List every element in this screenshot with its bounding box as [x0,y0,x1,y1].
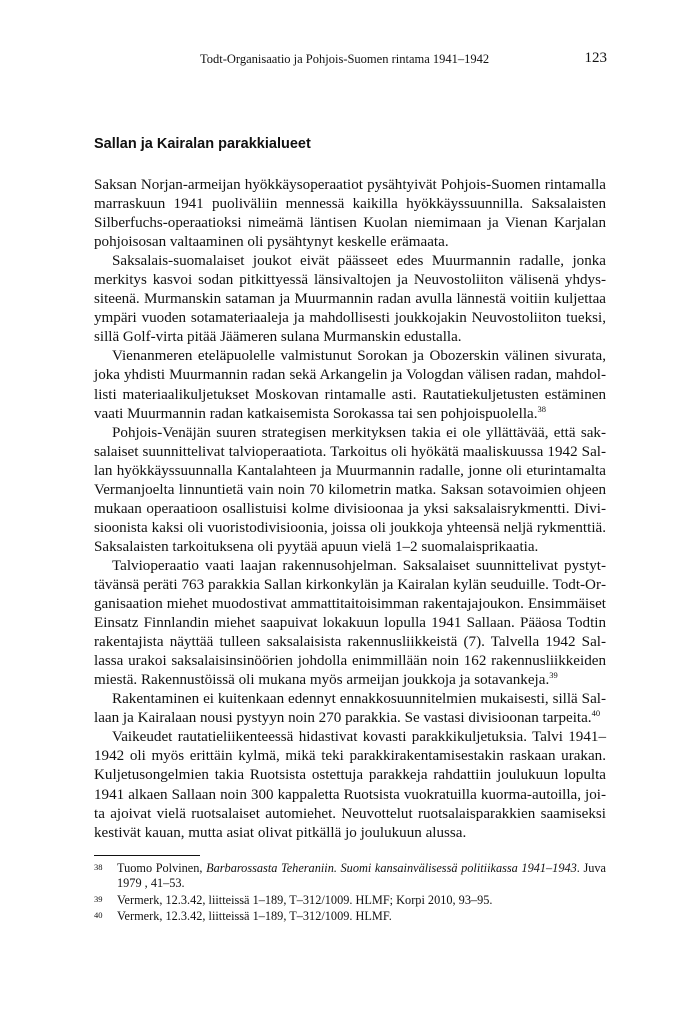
footnote-number: 40 [94,909,103,920]
footnote [94,909,606,924]
footnote-number: 39 [94,893,103,904]
footnote-ref[interactable]: 40 [591,708,601,719]
running-title: Todt-Organisaatio ja Pohjois-Suomen rintama 1941–1942 [200,52,490,66]
paragraph: Saksan Norjan-armeijan hyökkäysoperaatiot pysähtyivät Pohjois-Suomen rintamalla marraskuun 1941 puoliväliin mennessä kaikilla hyökkäyssuunnilla. Saksalaisten Silberfuchs-operaatioksi nimeämä läntisen Kuolan niemimaan ja Vienan Karjalan pohjoisosan valtaaminen oli pysähtynyt keskelle erämaata. [94,177,606,251]
footnote-text: Vermerk, 12.3.42, liitteissä 1–189, T–312/1009. HLMF; Korpi 2010, 93–95. [117,892,493,907]
paragraph: Vienanmeren eteläpuolelle valmistunut Sorokan ja Obozerskin välinen sivurata, joka yhdisti Muurmannin radan sekä Arkangelin ja Vologdan välisen radan, mahdollisti materiaalikuljetukset Moskovan rintamalle asti. Rautatiekuljetusten estäminen vaati Muurmannin radan katkaisemista Sorokassa tai sen pohjoispuolella.$^{38}$ [94,348,606,422]
footnote [94,893,606,908]
paragraph: Talvioperaatio vaati laajan rakennusohjelman. Saksalaiset suunnittelivat pystyttävänsä peräti 763 parakkia Sallan kirkonkylän ja Kairalan kylän seuduille. Todt-Organisaation miehet muodostivat ammattitaitoisimman rakentajajoukon. Ensimmäiset Einsatz Finnlandin miehet saapuivat lokakuun lopulla 1941 Sallaan. Pääosa Todtin rakentajista näyttää tulleen saksalaisista rakennusliikkeistä (7). Talvella 1942 Sallassa urakoi saksalaisinsinöörien johdolla enimmillään noin 162 rakennusliikkeiden miestä. Rakennustöissä oli mukana myös armeijan joukkoja ja sotavankeja.$^{39}$ [94,557,606,689]
footnote [94,861,606,892]
paragraph: Rakentaminen ei kuitenkaan edennyt ennakkosuunnitelmien mukaisesti, sillä Sallaan ja Kairalaan nousi pystyyn noin 270 parakkia. Se vastasi divisioonan tarpeita.$^{40}$ [94,691,606,727]
paragraph: Vaikeudet rautatieliikenteessä hidastivat kovasti parakkikuljetuksia. Talvi 1941–1942 oli myös erittäin kylmä, mikä teki parakkirakentamisestakin raskaan urakan. Kuljetusongelmien takia Ruotsista ostettuja parakkeja rahdattiin joulukuun lopulta 1941 alkaen Sallaan noin 300 kappaletta Ruotsista vuokratuilla kuorma-autoilla, joita ajoivat vielä ruotsalaiset automiehet. Neuvottelut ruotsalaisparakkien saamiseksi kestivät kauan, mutta asiat olivat pitkällä jo joulukuun alussa. [94,729,606,841]
book-title: Barbarossasta Teheraniin. Suomi kansainvälisessä politiikassa 1941–1943 [206,861,577,875]
footnotes [94,861,606,925]
footnote-ref[interactable]: 38 [537,403,546,414]
footnote-text: Tuomo Polvinen, Barbarossasta Teheraniin. Suomi kansainvälisessä politiikassa 1941–1943. Juva 1979 , 41–53. [117,861,606,891]
section-heading: Sallan ja Kairalan parakkialueet [94,136,311,152]
body-text [94,176,606,843]
paragraph: Saksalais-suomalaiset joukot eivät päässeet edes Muurmannin radalle, jonka merkitys kasvoi sodan pitkittyessä länsivaltojen ja Neuvostoliiton välisenä yhdyssiteenä. Murmanskin sataman ja Muurmannin radan avulla lännestä voitiin kuljettaa ympäri vuoden sotamateriaaleja ja mahdollisesti joukkojakin Neuvostoliiton tueksi, sillä Golf-virta pitää Jäämeren sulana Murmanskin edustalla. [94,253,606,346]
footnote-ref[interactable]: 39 [549,670,558,681]
running-header [0,52,700,72]
footnote-divider [94,855,200,856]
footnote-number: 38 [94,862,103,872]
footnote-text: Vermerk, 12.3.42, liitteissä 1–189, T–312/1009. HLMF. [117,908,392,923]
paragraph: Pohjois-Venäjän suuren strategisen merkityksen takia ei ole yllättävää, että saksalaiset suunnittelivat talvioperaatiota. Tarkoitus oli hyökätä maaliskuussa 1942 Sallan hyökkäyssuunnalla Kantalahteen ja Muurmannin radalle, jonne oli eturintamalta Vermanjoelta linnuntietä vain noin 70 kilometrin matka. Saksan sotavoimien ohjeen mukaan operaatioon osallistuisi kolme divisioonaa ja yksi saksalaisrykmentti. Divisioonista kaksi oli vuoristodivisioonia, joissa oli joukkoja yhteensä neljä rykmenttiä. Saksalaisten tarkoituksena oli pyytää apuun vielä 1–2 suomalaisprikaatia. [94,424,606,555]
page-number: 123 [584,50,607,66]
